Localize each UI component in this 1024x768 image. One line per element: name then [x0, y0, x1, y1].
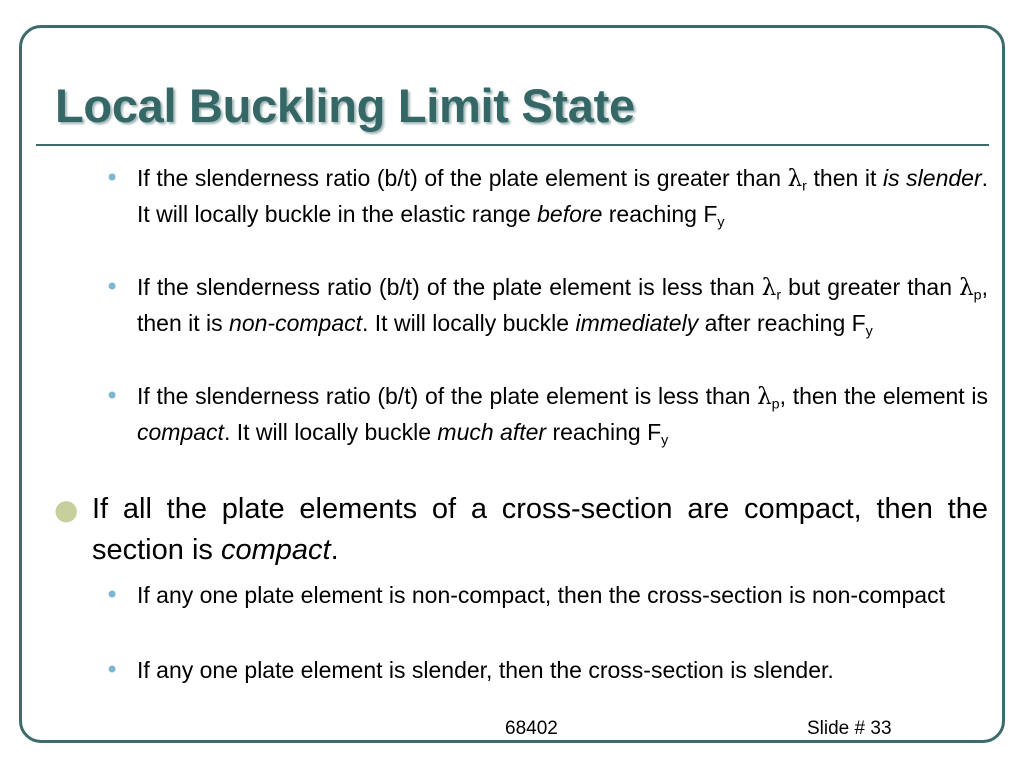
emphasis: compact — [220, 534, 331, 566]
footer-course-number: 68402 — [505, 718, 558, 739]
bullet-dot: • — [105, 382, 120, 410]
lambda-symbol: λ — [761, 275, 777, 301]
bullet-noncompact: • If the slenderness ratio (b/t) of the plate element is less than $\lambda_r$ but greater than $\lambda_p$, then it is non-compact. It will locally buckle immediately after reaching $F_y$ — [137, 270, 988, 340]
lambda-symbol: λ — [787, 166, 803, 192]
bullet-dot: • — [105, 581, 120, 609]
slide-title: Local Buckling Limit State — [55, 79, 635, 132]
bullet-dot: ● — [54, 493, 79, 526]
bullet-dot: • — [105, 273, 120, 301]
bullet-compact: • If the slenderness ratio (b/t) of the plate element is less than $\lambda_p$, then the element is compact. It will locally buckle much after reaching $F_y$ — [137, 379, 988, 449]
emphasis: much after — [437, 418, 547, 445]
bullet-dot: • — [105, 164, 120, 192]
bullet-section-noncompact: • If any one plate element is non-compact, then the cross-section is non-compact — [137, 578, 988, 613]
lambda-symbol: λ — [959, 275, 974, 301]
bullet-section-slender: • If any one plate element is slender, then the cross-section is slender. — [137, 653, 988, 688]
bullet-dot: • — [105, 656, 120, 684]
emphasis: immediately — [575, 309, 699, 336]
title-divider — [36, 144, 989, 146]
lambda-symbol: λ — [757, 384, 772, 410]
footer-slide-number: Slide # 33 — [807, 718, 892, 739]
emphasis: is slender — [882, 165, 982, 191]
emphasis: before — [537, 200, 603, 227]
bullet-slender: • If the slenderness ratio (b/t) of the plate element is greater than $\lambda_r$ then it is slender. It will locally buckle in the elastic range before reaching $F_y$ — [137, 161, 988, 231]
bullet-section-compact: ● If all the plate elements of a cross-section are compact, then the section is compact. — [92, 489, 988, 571]
emphasis: non-compact — [229, 309, 363, 336]
emphasis: compact — [137, 418, 224, 445]
